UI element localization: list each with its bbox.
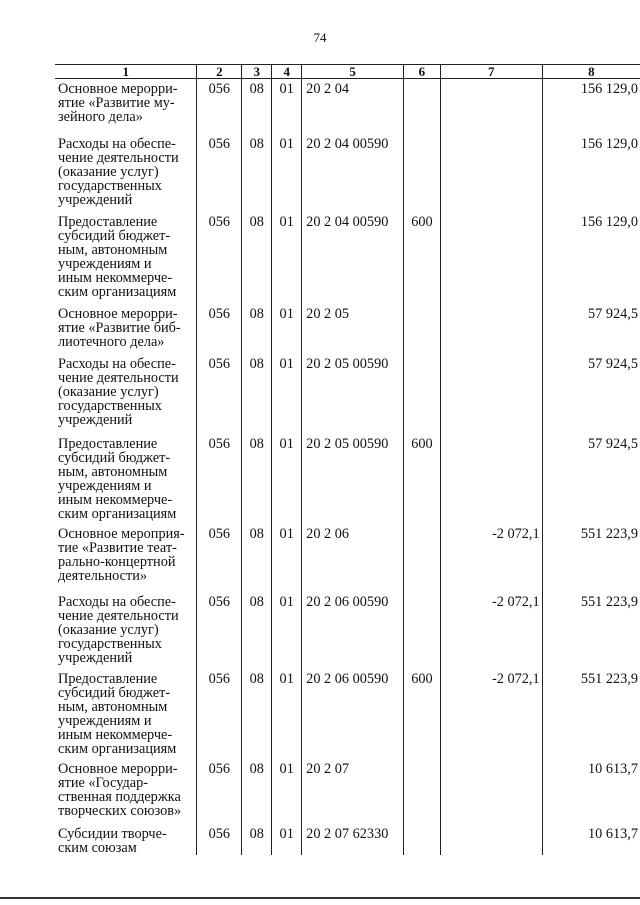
cell-change-amount xyxy=(440,824,542,855)
cell-ministry-code: 056 xyxy=(197,304,242,354)
cell-name-line: ным, автономным xyxy=(58,241,168,258)
cell-change-amount xyxy=(440,212,542,304)
cell-name-line: Основное мероpри- xyxy=(58,760,178,777)
table-row xyxy=(55,824,640,855)
cell-name-line: (оказание услуг) xyxy=(58,163,159,180)
table-row xyxy=(55,212,640,304)
cell-target-code: 20 2 07 xyxy=(302,759,404,824)
table-row xyxy=(55,79,640,134)
cell-subsection-code: 01 xyxy=(272,824,302,855)
cell-change-amount xyxy=(440,759,542,824)
cell-name-line: Расходы на обеспе- xyxy=(58,593,176,610)
cell-section-code: 08 xyxy=(242,79,272,134)
cell-name xyxy=(55,354,197,434)
cell-name-line: иным некоммерче- xyxy=(58,726,173,743)
cell-total-amount: 10 613,7 xyxy=(542,759,640,824)
cell-change-amount xyxy=(440,134,542,212)
cell-target-code: 20 2 05 xyxy=(302,304,404,354)
cell-subsection-code: 01 xyxy=(272,304,302,354)
cell-section-code: 08 xyxy=(242,759,272,824)
cell-section-code: 08 xyxy=(242,354,272,434)
cell-name xyxy=(55,592,197,669)
cell-ministry-code: 056 xyxy=(197,669,242,759)
cell-target-code: 20 2 04 00590 xyxy=(302,134,404,212)
cell-name-line: государственных xyxy=(58,177,162,194)
cell-subsection-code: 01 xyxy=(272,669,302,759)
table-body xyxy=(55,79,640,855)
table-row xyxy=(55,354,640,434)
header-col-6: 6 xyxy=(403,65,440,79)
cell-name xyxy=(55,434,197,524)
header-col-8: 8 xyxy=(542,65,640,79)
header-col-1: 1 xyxy=(55,65,197,79)
cell-expense-type xyxy=(403,134,440,212)
cell-subsection-code: 01 xyxy=(272,134,302,212)
cell-ministry-code: 056 xyxy=(197,134,242,212)
cell-total-amount: 156 129,0 xyxy=(542,79,640,134)
cell-name-line: государственных xyxy=(58,635,162,652)
cell-expense-type xyxy=(403,824,440,855)
cell-section-code: 08 xyxy=(242,524,272,592)
cell-name-line: Расходы на обеспе- xyxy=(58,135,176,152)
cell-total-amount: 156 129,0 xyxy=(542,134,640,212)
cell-change-amount xyxy=(440,304,542,354)
cell-name-line: ным, автономным xyxy=(58,463,168,480)
cell-name-line: Основное мероприя- xyxy=(58,525,185,542)
cell-name-line: Предоставление xyxy=(58,670,158,687)
header-col-5: 5 xyxy=(302,65,404,79)
cell-name-line: Предоставление xyxy=(58,213,158,230)
cell-section-code: 08 xyxy=(242,304,272,354)
cell-ministry-code: 056 xyxy=(197,592,242,669)
cell-section-code: 08 xyxy=(242,824,272,855)
cell-ministry-code: 056 xyxy=(197,434,242,524)
cell-ministry-code: 056 xyxy=(197,524,242,592)
cell-name-line: (оказание услуг) xyxy=(58,621,159,638)
cell-name-line: творческих союзов» xyxy=(58,802,182,819)
header-col-3: 3 xyxy=(242,65,272,79)
cell-name-line: иным некоммерче- xyxy=(58,269,173,286)
table-row xyxy=(55,592,640,669)
cell-subsection-code: 01 xyxy=(272,212,302,304)
cell-name-line: чение деятельности xyxy=(58,149,179,166)
cell-name-line: (оказание услуг) xyxy=(58,383,159,400)
cell-section-code: 08 xyxy=(242,134,272,212)
cell-subsection-code: 01 xyxy=(272,759,302,824)
cell-total-amount: 57 924,5 xyxy=(542,434,640,524)
cell-name-line: Субсидии творче- xyxy=(58,825,167,842)
table-row xyxy=(55,134,640,212)
budget-table xyxy=(55,64,640,855)
cell-section-code: 08 xyxy=(242,592,272,669)
cell-name-line: учреждениям и xyxy=(58,477,152,494)
cell-expense-type xyxy=(403,592,440,669)
cell-subsection-code: 01 xyxy=(272,434,302,524)
cell-change-amount: -2 072,1 xyxy=(440,524,542,592)
cell-name xyxy=(55,524,197,592)
cell-ministry-code: 056 xyxy=(197,79,242,134)
cell-name-line: ственная поддержка xyxy=(58,788,181,805)
cell-name-line: ским организациям xyxy=(58,283,177,300)
cell-subsection-code: 01 xyxy=(272,524,302,592)
cell-name xyxy=(55,79,197,134)
page-number: 74 xyxy=(313,30,327,45)
cell-total-amount: 551 223,9 xyxy=(542,592,640,669)
cell-name-line: учреждений xyxy=(58,649,133,666)
cell-expense-type: 600 xyxy=(403,434,440,524)
cell-target-code: 20 2 05 00590 xyxy=(302,354,404,434)
cell-name xyxy=(55,824,197,855)
cell-name-line: государственных xyxy=(58,397,162,414)
cell-name-line: деятельности» xyxy=(58,567,147,584)
cell-name-line: ским союзам xyxy=(58,839,137,856)
header-row xyxy=(55,65,640,79)
table-row xyxy=(55,304,640,354)
cell-name-line: Основное мероpри- xyxy=(58,305,178,322)
cell-change-amount: -2 072,1 xyxy=(440,592,542,669)
cell-name-line: ным, автономным xyxy=(58,698,168,715)
cell-ministry-code: 056 xyxy=(197,824,242,855)
cell-total-amount: 10 613,7 xyxy=(542,824,640,855)
cell-change-amount: -2 072,1 xyxy=(440,669,542,759)
cell-total-amount: 551 223,9 xyxy=(542,524,640,592)
cell-subsection-code: 01 xyxy=(272,79,302,134)
cell-name-line: учреждений xyxy=(58,191,133,208)
cell-name-line: ским организациям xyxy=(58,505,177,522)
cell-name-line: Предоставление xyxy=(58,435,158,452)
cell-target-code: 20 2 04 00590 xyxy=(302,212,404,304)
cell-name-line: учреждениям и xyxy=(58,712,152,729)
cell-expense-type xyxy=(403,524,440,592)
cell-section-code: 08 xyxy=(242,434,272,524)
cell-name xyxy=(55,304,197,354)
table-row xyxy=(55,434,640,524)
cell-name-line: ятие «Государ- xyxy=(58,774,148,791)
cell-name-line: лиотечного дела» xyxy=(58,333,165,350)
cell-name-line: субсидий бюджет- xyxy=(58,684,171,701)
cell-target-code: 20 2 06 00590 xyxy=(302,592,404,669)
cell-expense-type xyxy=(403,759,440,824)
cell-name-line: учреждений xyxy=(58,411,133,428)
cell-change-amount xyxy=(440,354,542,434)
cell-expense-type xyxy=(403,354,440,434)
cell-name-line: Расходы на обеспе- xyxy=(58,355,176,372)
table-row xyxy=(55,759,640,824)
cell-total-amount: 57 924,5 xyxy=(542,304,640,354)
cell-target-code: 20 2 07 62330 xyxy=(302,824,404,855)
cell-section-code: 08 xyxy=(242,669,272,759)
cell-section-code: 08 xyxy=(242,212,272,304)
table-row xyxy=(55,669,640,759)
cell-change-amount xyxy=(440,434,542,524)
cell-name xyxy=(55,134,197,212)
cell-name-line: зейного дела» xyxy=(58,109,143,125)
cell-ministry-code: 056 xyxy=(197,212,242,304)
cell-name-line: ским организациям xyxy=(58,740,177,757)
table-row xyxy=(55,524,640,592)
cell-target-code: 20 2 06 00590 xyxy=(302,669,404,759)
cell-total-amount: 57 924,5 xyxy=(542,354,640,434)
cell-subsection-code: 01 xyxy=(272,354,302,434)
cell-ministry-code: 056 xyxy=(197,759,242,824)
cell-total-amount: 156 129,0 xyxy=(542,212,640,304)
header-col-4: 4 xyxy=(272,65,302,79)
cell-name-line: субсидий бюджет- xyxy=(58,227,171,244)
cell-target-code: 20 2 06 xyxy=(302,524,404,592)
cell-target-code: 20 2 04 xyxy=(302,79,404,134)
cell-name-line: рально-концертной xyxy=(58,553,176,570)
cell-ministry-code: 056 xyxy=(197,354,242,434)
cell-name xyxy=(55,669,197,759)
cell-name xyxy=(55,759,197,824)
cell-total-amount: 551 223,9 xyxy=(542,669,640,759)
cell-name xyxy=(55,212,197,304)
cell-name-line: ятие «Развитие му- xyxy=(58,95,175,111)
cell-name-line: Основное мероpри- xyxy=(58,81,178,97)
cell-name-line: учреждениям и xyxy=(58,255,152,272)
cell-subsection-code: 01 xyxy=(272,592,302,669)
cell-name-line: субсидий бюджет- xyxy=(58,449,171,466)
cell-name-line: чение деятельности xyxy=(58,369,179,386)
header-col-7: 7 xyxy=(440,65,542,79)
page-bottom-rule xyxy=(0,897,640,899)
cell-change-amount xyxy=(440,79,542,134)
cell-name-line: тие «Развитие теат- xyxy=(58,539,177,556)
header-col-2: 2 xyxy=(197,65,242,79)
cell-name-line: ятие «Развитие биб- xyxy=(58,319,181,336)
cell-name-line: чение деятельности xyxy=(58,607,179,624)
cell-expense-type xyxy=(403,304,440,354)
cell-expense-type xyxy=(403,79,440,134)
cell-expense-type: 600 xyxy=(403,212,440,304)
cell-expense-type: 600 xyxy=(403,669,440,759)
cell-name-line: иным некоммерче- xyxy=(58,491,173,508)
cell-target-code: 20 2 05 00590 xyxy=(302,434,404,524)
